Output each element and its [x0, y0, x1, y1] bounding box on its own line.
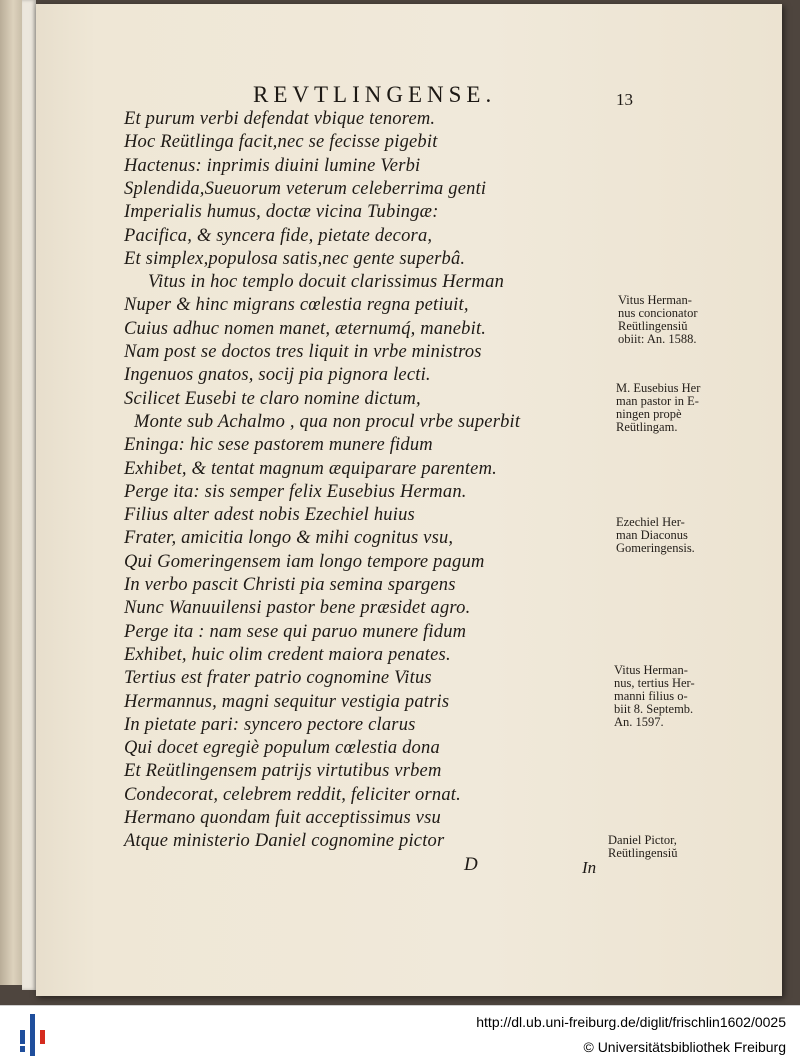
verse-line: Splendida,Sueuorum veterum celeberrima genti — [124, 178, 487, 199]
verse-line: Ingenuos gnatos, socij pia pignora lecti. — [124, 365, 431, 386]
margin-note-line: manni filius o- — [614, 689, 688, 703]
verse-line: Hermannus, magni sequitur vestigia patris — [124, 691, 450, 712]
margin-note-ezechiel — [616, 516, 695, 555]
verse-line: Nunc Wanuuilensi pastor bene præsidet agro. — [124, 598, 471, 619]
verse-line: Et simplex,populosa satis,nec gente superbâ. — [124, 248, 466, 269]
university-logo-icon — [14, 1012, 50, 1058]
verse-line: Hoc Reütlinga facit,nec se fecisse pigebit — [124, 132, 438, 153]
verse-line: Condecorat, celebrem reddit, feliciter ornat. — [124, 784, 461, 805]
margin-note-daniel — [608, 834, 677, 860]
verse-line: Nuper & hinc migrans cœlestia regna petiuit, — [124, 295, 469, 316]
margin-note-line: ningen propè — [616, 407, 682, 421]
verse-line: Hermano quondam fuit acceptissimus vsu — [124, 808, 441, 828]
verse-line: Hactenus: inprimis diuini lumine Verbi — [124, 155, 421, 176]
margin-note-line: Ezechiel Her- — [616, 515, 685, 529]
margin-note-line: Reütlingam. — [616, 420, 678, 434]
verse-line: Exhibet, huic olim credent maiora penates. — [124, 644, 451, 665]
verse-line: Et Reütlingensem patrijs virtutibus vrbem — [124, 761, 442, 782]
verse-line: Scilicet Eusebi te claro nomine dictum, — [124, 388, 421, 409]
signature-mark: D — [464, 854, 478, 875]
margin-note-line: nus, tertius Her- — [614, 676, 695, 690]
margin-note-line: Reütlingensiŭ — [618, 319, 688, 333]
margin-note-line: Vitus Herman- — [618, 293, 692, 307]
footer-bar — [0, 1005, 800, 1063]
verse-line: Filius alter adest nobis Ezechiel huius — [124, 505, 415, 526]
verse-line: Exhibet, & tentat magnum æquiparare parentem. — [124, 458, 497, 479]
margin-note-line: M. Eusebius Her — [616, 381, 701, 395]
verse-line: In pietate pari: syncero pectore clarus — [124, 714, 416, 735]
verse-line: Atque ministerio Daniel cognomine pictor — [124, 831, 445, 852]
margin-note-line: An. 1597. — [614, 715, 664, 729]
margin-note-eusebius — [616, 382, 700, 434]
margin-note-line: Daniel Pictor, — [608, 833, 677, 847]
verse-line: Frater, amicitia longo & mihi cognitus vsu, — [124, 528, 454, 549]
margin-note-line: biit 8. Septemb. — [614, 702, 694, 716]
verse-line: Qui docet egregiè populum cœlestia dona — [124, 738, 440, 759]
margin-note-line: Reütlingensiŭ — [608, 846, 678, 860]
margin-note-vitus-tertius — [614, 664, 695, 729]
margin-note-line: Gomeringensis. — [616, 541, 695, 555]
verse-line: Cuius adhuc nomen manet, æternumq́, manebit. — [124, 318, 487, 339]
verse-line: Pacifica, & syncera fide, pietate decora, — [124, 225, 433, 246]
margin-note-line: obiit: An. 1588. — [618, 332, 697, 346]
margin-note-line: Vitus Herman- — [614, 663, 688, 677]
verse-line: Qui Gomeringensem iam longo tempore pagum — [124, 551, 485, 572]
margin-note-line: man Diaconus — [616, 528, 688, 542]
book-page — [36, 4, 782, 996]
left-page-edge — [0, 0, 22, 985]
margin-note-line: nus concionator — [618, 306, 698, 320]
catchword: In — [582, 858, 597, 877]
verse-line: Vitus in hoc templo docuit clarissimus Herman — [148, 272, 505, 293]
verse-line: Perge ita : nam sese qui paruo munere fidum — [124, 621, 467, 642]
source-url-link[interactable]: http://dl.ub.uni-freiburg.de/diglit/frischlin1602/0025 — [476, 1014, 786, 1030]
verse-line: Nam post se doctos tres liquit in vrbe ministros — [124, 342, 482, 362]
verse-line: Imperialis humus, doctæ vicina Tubingæ: — [124, 202, 439, 223]
verse-line: Tertius est frater patrio cognomine Vitus — [124, 668, 432, 689]
margin-note-vitus — [618, 294, 698, 346]
verse-line: Eninga: hic sese pastorem munere fidum — [124, 435, 433, 456]
verse-line: Monte sub Achalmo , qua non procul vrbe superbit — [134, 411, 521, 432]
margin-note-line: man pastor in E- — [616, 394, 699, 408]
page-number: 13 — [616, 90, 633, 109]
verse-line: Et purum verbi defendat vbique tenorem. — [124, 109, 436, 129]
binding-gutter — [22, 0, 36, 990]
verse-line: In verbo pascit Christi pia semina spargens — [124, 575, 456, 595]
copyright-text: © Universitätsbibliothek Freiburg — [583, 1039, 786, 1055]
verse-line: Perge ita: sis semper felix Eusebius Herman. — [124, 481, 467, 502]
running-head: REVTLINGENSE. — [253, 82, 497, 107]
